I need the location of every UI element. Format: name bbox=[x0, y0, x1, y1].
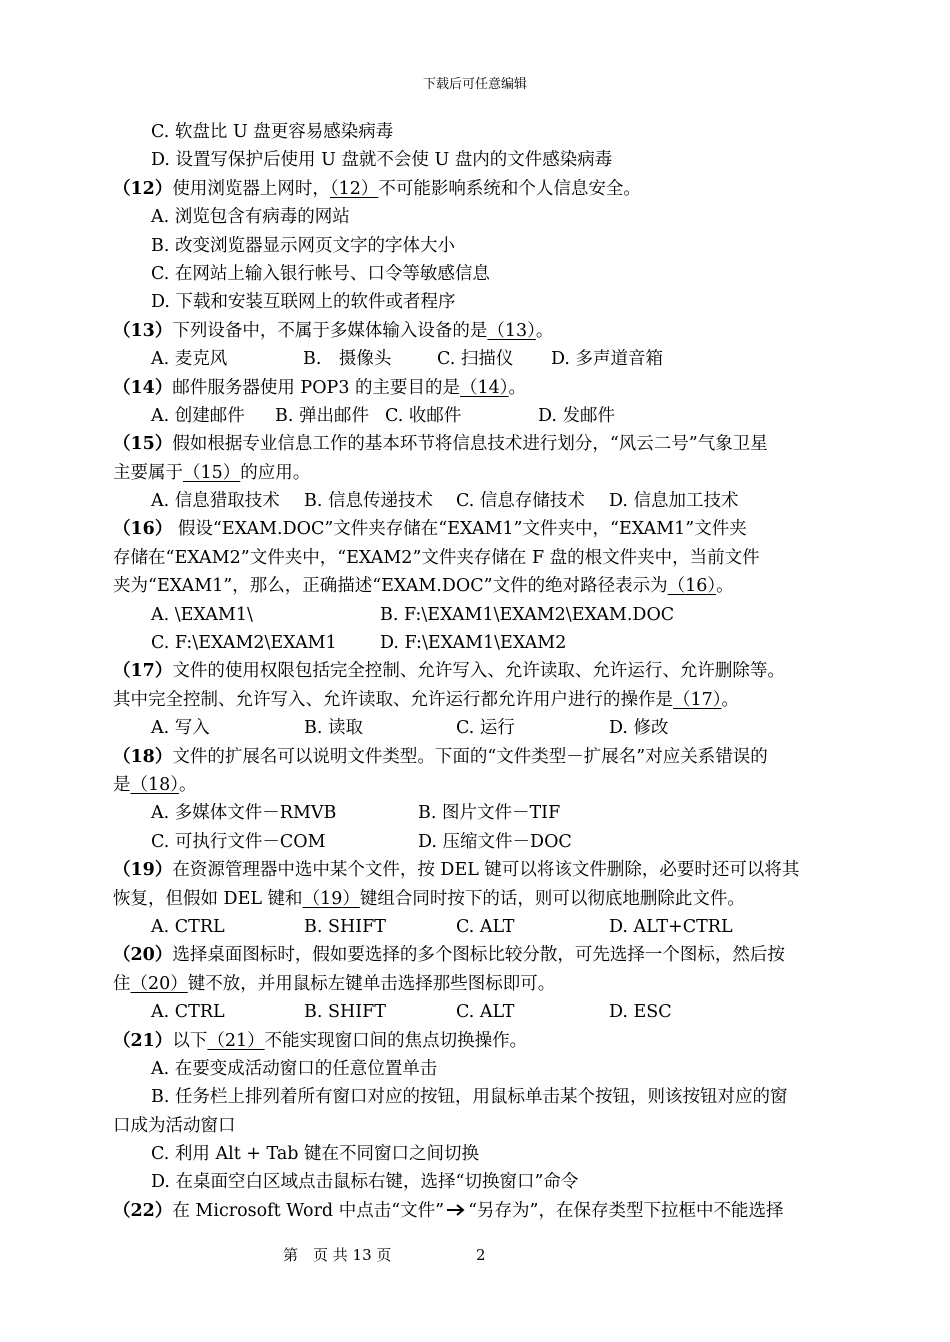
answer-option: D. ESC bbox=[609, 1002, 672, 1023]
answer-option: B. 信息传递技术 bbox=[304, 491, 433, 512]
footer-page-number: 2 bbox=[476, 1246, 486, 1264]
answer-blank: （18） bbox=[130, 774, 180, 795]
answer-option: C. 扫描仪 bbox=[437, 349, 514, 370]
text-line bbox=[113, 885, 848, 913]
line-text: A. 在要变成活动窗口的任意位置单击 bbox=[151, 1058, 438, 1079]
answer-option: A. CTRL bbox=[151, 1002, 225, 1023]
line-text: C. 软盘比 U 盘更容易感染病毒 bbox=[151, 122, 394, 142]
answer-blank: （16） bbox=[667, 576, 717, 597]
line-text: C. 利用 Alt + Tab 键在不同窗口之间切换 bbox=[151, 1144, 480, 1165]
line-text: 恢复，但假如 DEL 键和 bbox=[113, 888, 303, 909]
answer-option: C. 信息存储技术 bbox=[456, 491, 585, 512]
line-text: 不能实现窗口间的焦点切换操作。 bbox=[264, 1030, 528, 1051]
answer-option: B. SHIFT bbox=[304, 1002, 386, 1023]
text-line bbox=[113, 146, 848, 174]
question-number: （15） bbox=[113, 434, 173, 455]
line-text: 使用浏览器上网时， bbox=[172, 178, 330, 199]
line-text: D. 设置写保护后使用 U 盘就不会使 U 盘内的文件感染病毒 bbox=[151, 150, 613, 171]
answer-blank: （19） bbox=[302, 888, 360, 909]
line-text: 。 bbox=[721, 689, 740, 710]
line-text: 下列设备中，不属于多媒体输入设备的是 bbox=[172, 320, 488, 341]
footer-page-count: 第 页 共 13 页 bbox=[283, 1246, 392, 1264]
text-line bbox=[113, 601, 848, 629]
line-text: D. 在桌面空白区域点击鼠标右键，选择“切换窗口”命令 bbox=[151, 1172, 579, 1193]
answer-option: C. 运行 bbox=[456, 718, 515, 739]
line-text: 在 Microsoft Word 中点击“文件” bbox=[172, 1200, 445, 1221]
text-line bbox=[113, 572, 848, 600]
text-line bbox=[113, 430, 848, 458]
line-text: 其中完全控制、允许写入、允许读取、允许运行都允许用户进行的操作是 bbox=[113, 689, 673, 710]
line-text: 假如根据专业信息工作的基本环节将信息技术进行划分，“风云二号”气象卫星 bbox=[172, 434, 768, 455]
text-line bbox=[113, 1055, 848, 1083]
line-text: 以下 bbox=[172, 1030, 208, 1051]
line-text: 。 bbox=[179, 774, 197, 795]
question-number: （18） bbox=[113, 746, 173, 767]
line-text: 文件的使用权限包括完全控制、允许写入、允许读取、允许运行、允许删除等。 bbox=[172, 661, 785, 682]
line-text: A. 浏览包含有病毒的网站 bbox=[151, 207, 350, 228]
question-number: （14） bbox=[113, 377, 173, 398]
text-line bbox=[113, 317, 848, 345]
line-text: 存储在“EXAM2”文件夹中，“EXAM2”文件夹存储在 F 盘的根文件夹中，当前文件 bbox=[113, 547, 760, 568]
line-text: 住 bbox=[113, 973, 131, 994]
line-text: 文件的扩展名可以说明文件类型。下面的“文件类型－扩展名”对应关系错误的 bbox=[172, 746, 768, 767]
line-text: B. 改变浏览器显示网页文字的字体大小 bbox=[151, 235, 455, 256]
text-line bbox=[113, 686, 848, 714]
text-line bbox=[113, 1197, 848, 1225]
line-text: 键不放，并用鼠标左键单击选择那些图标即可。 bbox=[187, 973, 556, 994]
text-line bbox=[113, 1140, 848, 1168]
line-text: 。 bbox=[535, 320, 554, 341]
text-line bbox=[113, 743, 848, 771]
line-text: D. 下载和安装互联网上的软件或者程序 bbox=[151, 292, 456, 313]
answer-blank: （17） bbox=[673, 689, 722, 710]
text-line bbox=[113, 998, 848, 1026]
answer-option: A. 麦克风 bbox=[151, 349, 228, 370]
answer-option: D. 压缩文件－DOC bbox=[418, 831, 572, 852]
text-line bbox=[113, 459, 848, 487]
line-text: 。 bbox=[716, 576, 734, 597]
text-line bbox=[113, 1168, 848, 1196]
question-number: （20） bbox=[113, 945, 173, 966]
answer-blank: （20） bbox=[130, 973, 188, 994]
page-footer bbox=[283, 1245, 486, 1265]
question-number: （13） bbox=[113, 320, 173, 341]
answer-option: A. 多媒体文件－RMVB bbox=[151, 803, 337, 824]
text-line bbox=[113, 515, 848, 543]
answer-option: A. \EXAM1\ bbox=[151, 604, 253, 625]
line-text: 键组合同时按下的话，则可以彻底地删除此文件。 bbox=[359, 888, 745, 909]
text-line bbox=[113, 828, 848, 856]
line-text: 夹为“EXAM1”，那么，正确描述“EXAM.DOC”文件的绝对路径表示为 bbox=[113, 576, 668, 597]
answer-blank: （12） bbox=[329, 178, 379, 199]
text-line bbox=[113, 288, 848, 316]
text-line bbox=[113, 402, 848, 430]
answer-blank: （21） bbox=[207, 1030, 265, 1051]
answer-option: D. 修改 bbox=[609, 718, 669, 739]
text-line bbox=[113, 345, 848, 373]
arrow-right-icon bbox=[446, 1203, 466, 1217]
answer-option: D. 发邮件 bbox=[538, 405, 616, 426]
text-line bbox=[113, 203, 848, 231]
answer-option: D. 信息加工技术 bbox=[609, 491, 739, 512]
answer-option: B. 摄像头 bbox=[303, 349, 392, 370]
text-line bbox=[113, 374, 848, 402]
question-number: （16） bbox=[113, 519, 173, 540]
line-text: C. 在网站上输入银行帐号、口令等敏感信息 bbox=[151, 263, 490, 284]
text-line bbox=[113, 771, 848, 799]
line-text: 。 bbox=[508, 377, 527, 398]
answer-option: C. ALT bbox=[456, 916, 515, 937]
line-text: 不可能影响系统和个人信息安全。 bbox=[378, 178, 641, 199]
answer-option: B. 图片文件－TIF bbox=[418, 803, 561, 824]
text-line bbox=[113, 544, 848, 572]
text-line bbox=[113, 1027, 848, 1055]
question-number: （19） bbox=[113, 860, 173, 881]
answer-option: A. 信息猎取技术 bbox=[151, 491, 280, 512]
line-text: “另存为”，在保存类型下拉框中不能选择 bbox=[468, 1200, 784, 1221]
answer-option: C. 可执行文件－COM bbox=[151, 831, 326, 852]
text-line bbox=[113, 657, 848, 685]
line-text: 是 bbox=[113, 774, 131, 795]
text-line bbox=[113, 714, 848, 742]
question-number: （22） bbox=[113, 1200, 173, 1221]
answer-option: D. ALT+CTRL bbox=[609, 916, 733, 937]
line-text: 在资源管理器中选中某个文件，按 DEL 键可以将该文件删除，必要时还可以将其 bbox=[172, 860, 800, 881]
question-number: （17） bbox=[113, 661, 173, 682]
text-line bbox=[113, 799, 848, 827]
answer-option: B. SHIFT bbox=[304, 916, 386, 937]
answer-option: C. ALT bbox=[456, 1002, 515, 1023]
answer-option: D. F:\EXAM1\EXAM2 bbox=[380, 633, 567, 654]
text-line bbox=[113, 856, 848, 884]
answer-blank: （13） bbox=[487, 320, 536, 341]
text-line bbox=[113, 1112, 848, 1140]
answer-option: B. 读取 bbox=[304, 718, 363, 739]
line-text: 口成为活动窗口 bbox=[113, 1115, 236, 1136]
answer-option: D. 多声道音箱 bbox=[551, 349, 664, 370]
answer-option: A. 创建邮件 bbox=[151, 405, 245, 426]
answer-option: A. CTRL bbox=[151, 916, 225, 937]
answer-option: A. 写入 bbox=[151, 718, 210, 739]
line-text: B. 任务栏上排列着所有窗口对应的按钮，用鼠标单击某个按钮，则该按钮对应的窗 bbox=[151, 1087, 788, 1108]
text-line bbox=[113, 941, 848, 969]
answer-option: B. 弹出邮件 bbox=[275, 405, 369, 426]
question-number: （21） bbox=[113, 1030, 173, 1051]
text-line bbox=[113, 232, 848, 260]
document-body bbox=[113, 118, 848, 1225]
answer-blank: （14） bbox=[460, 377, 509, 398]
text-line bbox=[113, 487, 848, 515]
answer-option: B. F:\EXAM1\EXAM2\EXAM.DOC bbox=[380, 604, 675, 625]
answer-option: C. F:\EXAM2\EXAM1 bbox=[151, 633, 337, 654]
page-header: 下载后可任意编辑 bbox=[422, 77, 527, 92]
text-line bbox=[113, 913, 848, 941]
text-line bbox=[113, 1083, 848, 1111]
line-text: 邮件服务器使用 POP3 的主要目的是 bbox=[172, 377, 461, 398]
text-line bbox=[113, 175, 848, 203]
answer-option: C. 收邮件 bbox=[385, 405, 462, 426]
line-text: 主要属于 bbox=[113, 462, 183, 483]
text-line bbox=[113, 970, 848, 998]
line-text: 的应用。 bbox=[240, 462, 311, 483]
text-line bbox=[113, 629, 848, 657]
line-text: 假设“EXAM.DOC”文件夹存储在“EXAM1”文件夹中，“EXAM1”文件夹 bbox=[172, 519, 747, 540]
text-line bbox=[113, 118, 848, 146]
answer-blank: （15） bbox=[183, 462, 241, 483]
text-line bbox=[113, 260, 848, 288]
line-text: 选择桌面图标时，假如要选择的多个图标比较分散，可先选择一个图标，然后按 bbox=[172, 945, 785, 966]
question-number: （12） bbox=[113, 178, 173, 199]
